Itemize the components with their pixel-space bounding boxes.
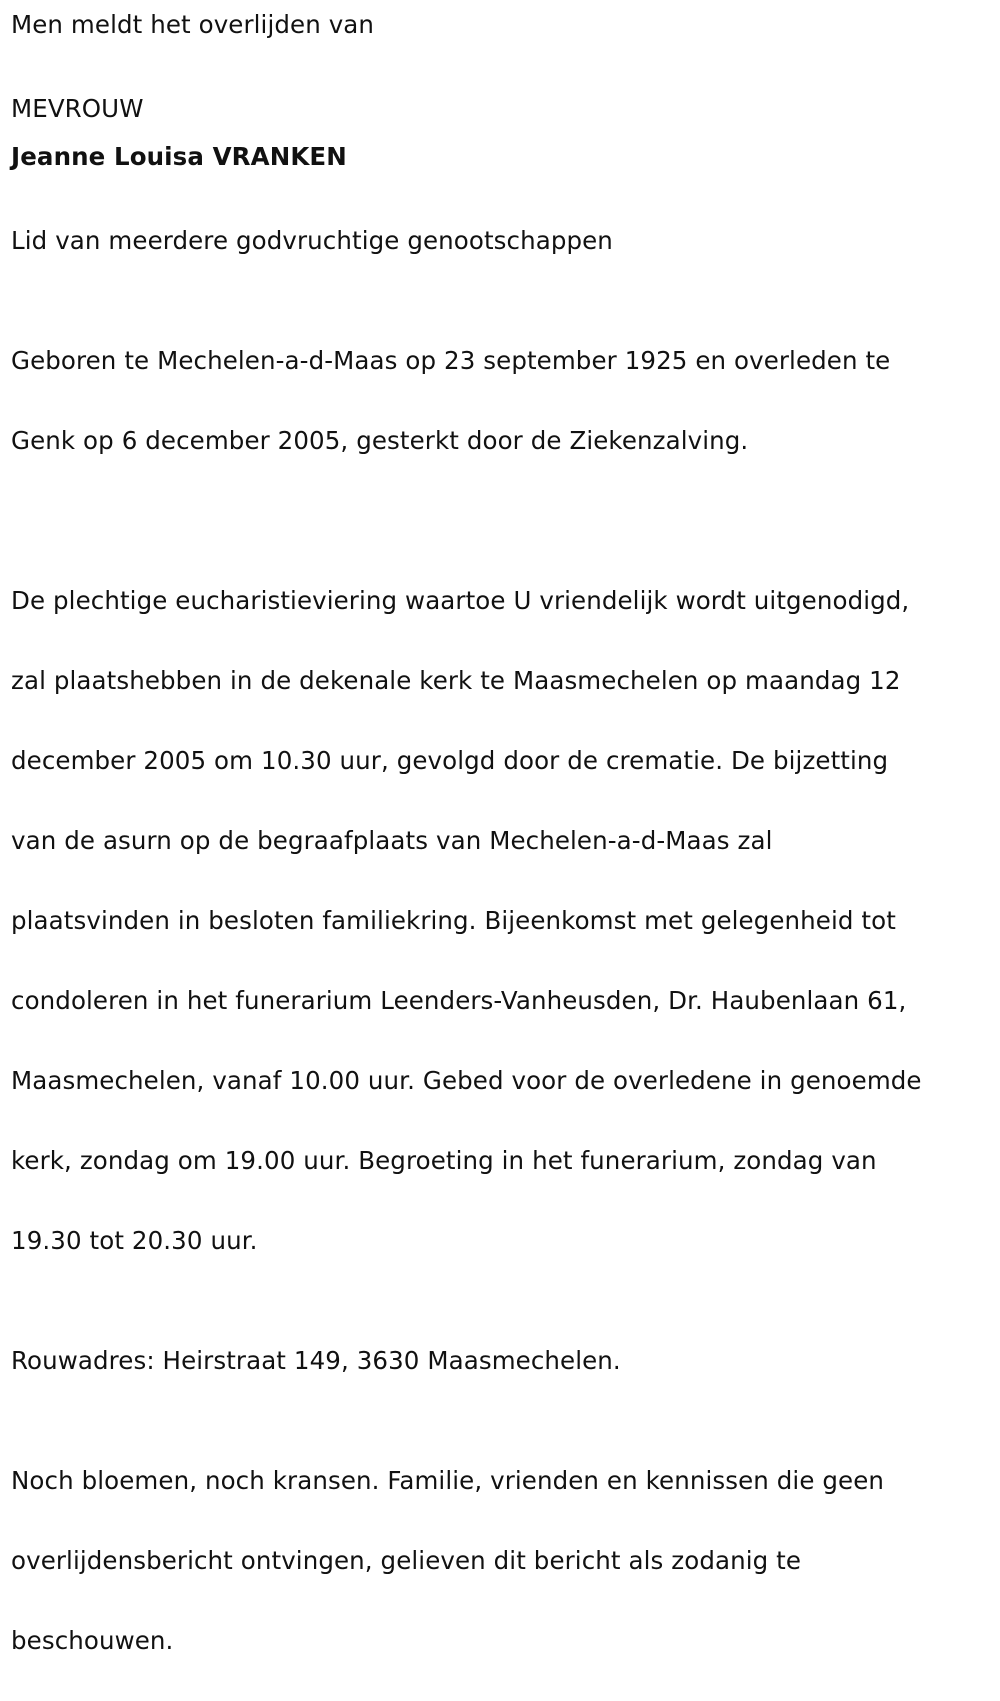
paragraph-line: overlijdensbericht ontvingen, gelieven dit bericht als zodanig te: [11, 1546, 802, 1575]
mourning-address: Rouwadres: Heirstraat 149, 3630 Maasmechelen.: [11, 1346, 621, 1375]
spacer: [11, 261, 991, 301]
paragraph-line: condoleren in het funerarium Leenders-Vanheusden, Dr. Haubenlaan 61,: [11, 986, 907, 1015]
spacer: [11, 501, 991, 541]
paragraph-line: december 2005 om 10.30 uur, gevolgd door de crematie. De bijzetting: [11, 746, 889, 775]
spacer: [11, 1301, 991, 1341]
paragraph-line: Noch bloemen, noch kransen. Familie, vrienden en kennissen die geen: [11, 1466, 885, 1495]
ceremony-paragraph: [11, 541, 991, 1301]
paragraph-line: Geboren te Mechelen-a-d-Maas op 23 september 1925 en overleden te: [11, 346, 891, 375]
paragraph-line: beschouwen.: [11, 1626, 174, 1655]
deceased-heading: [11, 85, 991, 181]
honorific-title: MEVROUW: [11, 94, 144, 123]
closing-paragraph: [11, 1421, 991, 1701]
obituary-document: [11, 0, 991, 1701]
spacer: [11, 45, 991, 85]
intro-text: Men meldt het overlijden van: [11, 10, 375, 39]
paragraph-line: kerk, zondag om 19.00 uur. Begroeting in het funerarium, zondag van: [11, 1146, 877, 1175]
paragraph-line: van de asurn op de begraafplaats van Mechelen-a-d-Maas zal: [11, 826, 773, 855]
paragraph-line: De plechtige eucharistieviering waartoe U vriendelijk wordt uitgenodigd,: [11, 586, 910, 615]
paragraph-line: zal plaatshebben in de dekenale kerk te Maasmechelen op maandag 12: [11, 666, 901, 695]
spacer: [11, 181, 991, 221]
paragraph-line: 19.30 tot 20.30 uur.: [11, 1226, 258, 1255]
paragraph-line: Maasmechelen, vanaf 10.00 uur. Gebed voor de overledene in genoemde: [11, 1066, 922, 1095]
spacer: [11, 1381, 991, 1421]
deceased-name: Jeanne Louisa VRANKEN: [11, 142, 347, 171]
birth-death-paragraph: [11, 301, 991, 501]
membership-text: Lid van meerdere godvruchtige genootschappen: [11, 226, 613, 255]
paragraph-line: Genk op 6 december 2005, gesterkt door de Ziekenzalving.: [11, 426, 749, 455]
paragraph-line: plaatsvinden in besloten familiekring. Bijeenkomst met gelegenheid tot: [11, 906, 896, 935]
